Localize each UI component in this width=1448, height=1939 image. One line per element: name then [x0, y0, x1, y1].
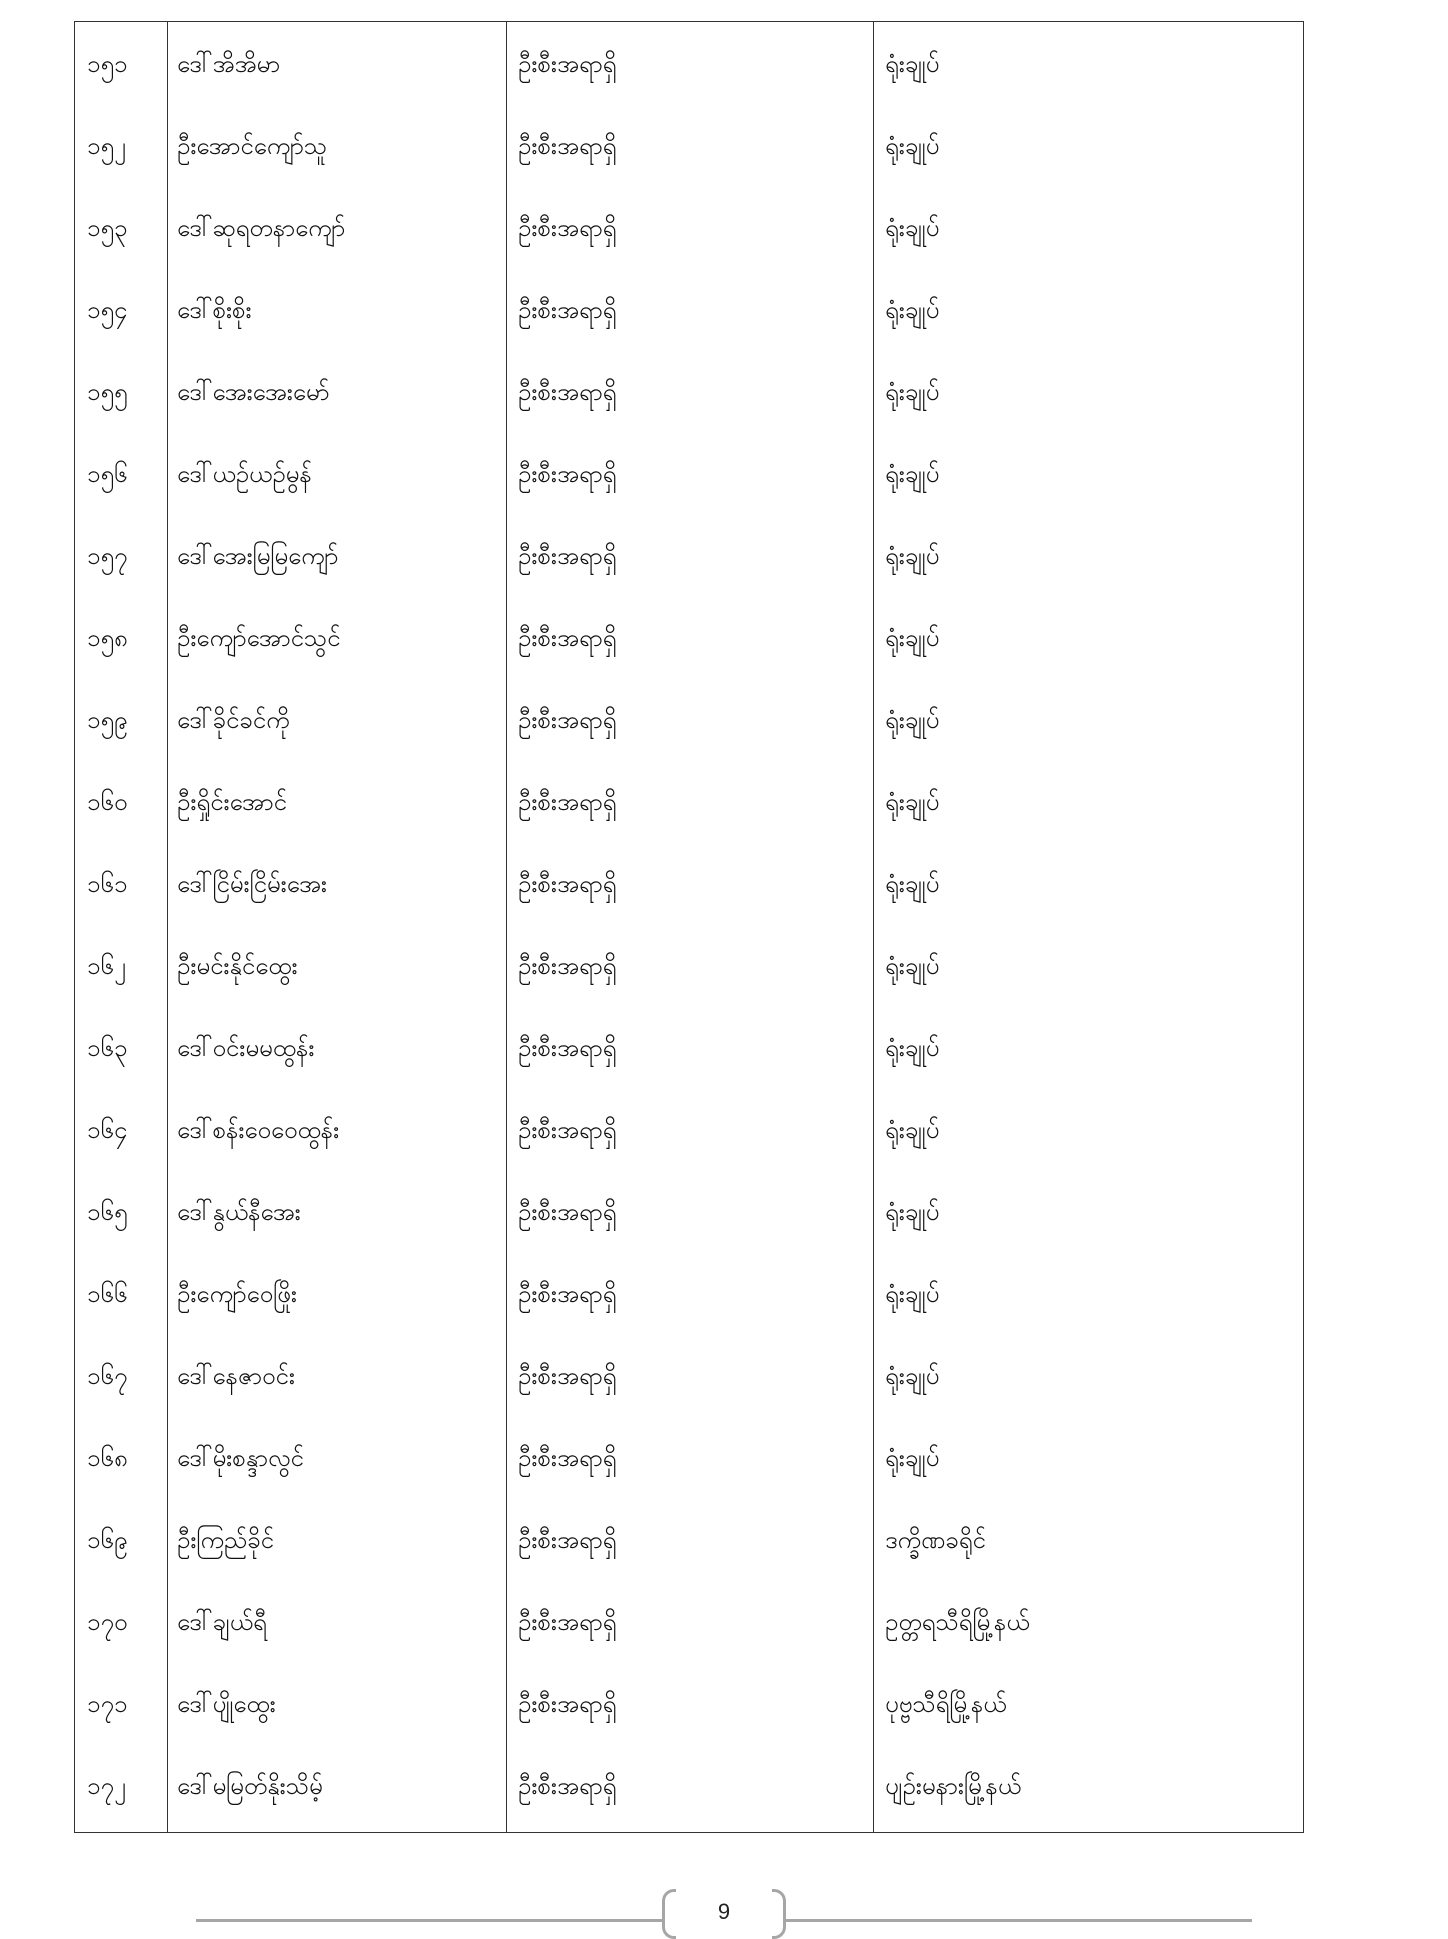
- table-row: [75, 535, 1303, 617]
- row-number: ၁၆၇: [87, 1362, 128, 1390]
- staff-name: ဒေါ်အိအိမာ: [177, 50, 281, 78]
- staff-position: ဦးစီးအရာရှိ: [518, 378, 617, 406]
- row-number: ၁၅၂: [87, 132, 126, 160]
- staff-office: ရုံးချုပ်: [885, 706, 940, 734]
- staff-name: ဒေါ်အေးအေးမော်: [177, 378, 330, 406]
- staff-office: ရုံးချုပ်: [885, 214, 940, 242]
- table-row: [75, 125, 1303, 207]
- staff-name: ဦးကျော်ဝေဖြိုး: [177, 1280, 297, 1308]
- row-number: ၁၅၉: [87, 706, 128, 734]
- staff-name: ဒေါ်စိုးစိုး: [177, 296, 252, 324]
- staff-position: ဦးစီးအရာရှိ: [518, 1690, 617, 1718]
- footer-rule-left: [196, 1919, 662, 1922]
- table-row: [75, 371, 1303, 453]
- footer-bracket-left: [662, 1889, 676, 1939]
- row-number: ၁၅၆: [87, 460, 128, 488]
- staff-position: ဦးစီးအရာရှိ: [518, 1280, 617, 1308]
- table-row: [75, 1355, 1303, 1437]
- table-row: [75, 207, 1303, 289]
- staff-name: ဒေါ်ဝင်းမမထွန်း: [177, 1034, 315, 1062]
- staff-name: ဦးအောင်ကျော်သူ: [177, 132, 328, 160]
- footer-bracket-right: [772, 1889, 786, 1939]
- row-number: ၁၅၁: [87, 50, 128, 78]
- row-number: ၁၆၁: [87, 870, 128, 898]
- staff-position: ဦးစီးအရာရှိ: [518, 296, 617, 324]
- staff-name: ဒေါ်အေးမြမြကျော်: [177, 542, 339, 570]
- staff-name: ဒေါ်မိုးစန္ဒာလွင်: [177, 1444, 304, 1472]
- table-row: [75, 863, 1303, 945]
- row-number: ၁၇၁: [87, 1690, 128, 1718]
- table-row: [75, 1273, 1303, 1355]
- table-row: [75, 1683, 1303, 1765]
- staff-position: ဦးစီးအရာရှိ: [518, 460, 617, 488]
- row-number: ၁၅၄: [87, 296, 128, 324]
- staff-office: ရုံးချုပ်: [885, 50, 940, 78]
- staff-office: ရုံးချုပ်: [885, 542, 940, 570]
- staff-position: ဦးစီးအရာရှိ: [518, 1198, 617, 1226]
- staff-office: ရုံးချုပ်: [885, 1362, 940, 1390]
- staff-position: ဦးစီးအရာရှိ: [518, 214, 617, 242]
- table-row: [75, 1191, 1303, 1273]
- table-row: [75, 945, 1303, 1027]
- page-number: 9: [717, 1899, 731, 1924]
- staff-office: ရုံးချုပ်: [885, 132, 940, 160]
- staff-position: ဦးစီးအရာရှိ: [518, 542, 617, 570]
- table-row: [75, 1765, 1303, 1847]
- staff-position: ဦးစီးအရာရှိ: [518, 788, 617, 816]
- staff-position: ဦးစီးအရာရှိ: [518, 624, 617, 652]
- staff-office: ရုံးချုပ်: [885, 1280, 940, 1308]
- staff-office: ဥတ္တရသီရိမြို့နယ်: [885, 1608, 1030, 1636]
- staff-position: ဦးစီးအရာရှိ: [518, 1526, 617, 1554]
- staff-office: ပျဉ်းမနားမြို့နယ်: [885, 1772, 1022, 1800]
- row-number: ၁၆၈: [87, 1444, 128, 1472]
- staff-position: ဦးစီးအရာရှိ: [518, 870, 617, 898]
- staff-office: ရုံးချုပ်: [885, 296, 940, 324]
- row-number: ၁၆၀: [87, 788, 128, 816]
- staff-office: ရုံးချုပ်: [885, 870, 940, 898]
- staff-position: ဦးစီးအရာရှိ: [518, 952, 617, 980]
- table-row: [75, 1109, 1303, 1191]
- staff-name: ဒေါ်စန်းဝေဝေထွန်း: [177, 1116, 340, 1144]
- staff-office: ရုံးချုပ်: [885, 378, 940, 406]
- row-number: ၁၇၂: [87, 1772, 126, 1800]
- staff-position: ဦးစီးအရာရှိ: [518, 1608, 617, 1636]
- staff-office: ရုံးချုပ်: [885, 624, 940, 652]
- staff-name: ဦးကြည်ခိုင်: [177, 1526, 274, 1554]
- staff-position: ဦးစီးအရာရှိ: [518, 50, 617, 78]
- staff-office: ဒက္ခိဏခရိုင်: [885, 1526, 986, 1554]
- staff-name: ဦးရှိုင်းအောင်: [177, 788, 287, 816]
- staff-position: ဦးစီးအရာရှိ: [518, 706, 617, 734]
- row-number: ၁၆၅: [87, 1198, 128, 1226]
- row-number: ၁၅၃: [87, 214, 128, 242]
- staff-name: ဒေါ်နေဇာဝင်း: [177, 1362, 295, 1390]
- row-number: ၁၇၀: [87, 1608, 128, 1636]
- staff-name: ဒေါ်ခိုင်ခင်ကို: [177, 706, 290, 734]
- staff-office: ရုံးချုပ်: [885, 460, 940, 488]
- staff-position: ဦးစီးအရာရှိ: [518, 1362, 617, 1390]
- staff-office: ရုံးချုပ်: [885, 1198, 940, 1226]
- table-row: [75, 617, 1303, 699]
- staff-position: ဦးစီးအရာရှိ: [518, 1034, 617, 1062]
- staff-position: ဦးစီးအရာရှိ: [518, 1116, 617, 1144]
- staff-name: ဒေါ်ဆုရတနာကျော်: [177, 214, 346, 242]
- table-row: [75, 781, 1303, 863]
- staff-name: ဒေါ်နွယ်နီအေး: [177, 1198, 301, 1226]
- staff-name: ဒေါ်ပျိုထွေး: [177, 1690, 276, 1718]
- staff-position: ဦးစီးအရာရှိ: [518, 132, 617, 160]
- row-number: ၁၆၉: [87, 1526, 128, 1554]
- row-number: ၁၅၈: [87, 624, 128, 652]
- staff-office: ပုဗ္ဗသီရိမြို့နယ်: [885, 1690, 1007, 1718]
- staff-position: ဦးစီးအရာရှိ: [518, 1772, 617, 1800]
- staff-office: ရုံးချုပ်: [885, 1116, 940, 1144]
- footer-rule-right: [786, 1919, 1252, 1922]
- row-number: ၁၆၂: [87, 952, 126, 980]
- staff-name: ဒေါ်ချယ်ရီ: [177, 1608, 267, 1636]
- staff-name: ဦးကျော်အောင်သွင်: [177, 624, 341, 652]
- table-row: [75, 43, 1303, 125]
- staff-name: ဒေါ်မမြတ်နိုးသိမ့်: [177, 1772, 323, 1800]
- staff-name: ဦးမင်းနိုင်ထွေး: [177, 952, 298, 980]
- staff-table: [74, 21, 1304, 1833]
- table-row: [75, 1027, 1303, 1109]
- staff-position: ဦးစီးအရာရှိ: [518, 1444, 617, 1472]
- table-row: [75, 699, 1303, 781]
- row-number: ၁၅၇: [87, 542, 128, 570]
- staff-office: ရုံးချုပ်: [885, 952, 940, 980]
- row-number: ၁၆၃: [87, 1034, 128, 1062]
- table-row: [75, 1519, 1303, 1601]
- page-footer: [0, 1880, 1448, 1939]
- table-row: [75, 1437, 1303, 1519]
- row-number: ၁၆၆: [87, 1280, 128, 1308]
- staff-office: ရုံးချုပ်: [885, 1444, 940, 1472]
- table-row: [75, 453, 1303, 535]
- staff-office: ရုံးချုပ်: [885, 1034, 940, 1062]
- table-row: [75, 1601, 1303, 1683]
- row-number: ၁၅၅: [87, 378, 128, 406]
- staff-name: ဒေါ်ငြိမ်းငြိမ်းအေး: [177, 870, 327, 898]
- staff-name: ဒေါ်ယဉ်ယဉ်မွန်: [177, 460, 312, 488]
- table-row: [75, 289, 1303, 371]
- row-number: ၁၆၄: [87, 1116, 128, 1144]
- staff-office: ရုံးချုပ်: [885, 788, 940, 816]
